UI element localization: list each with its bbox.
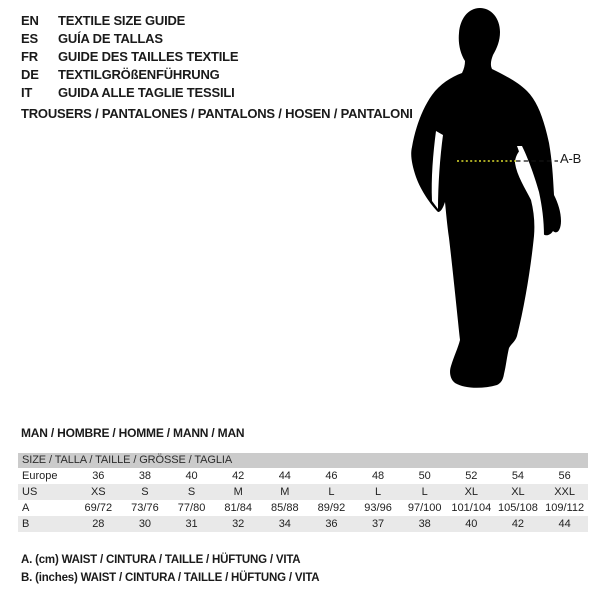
gender-section-title: MAN / HOMBRE / HOMME / MANN / MAN [21, 426, 245, 440]
size-table-grid [18, 468, 588, 532]
size-cell: 38 [418, 518, 431, 530]
waist-measure-label: A-B [560, 151, 582, 166]
size-row-label: A [22, 502, 30, 514]
size-cell: 34 [278, 518, 291, 530]
size-cell: 42 [511, 518, 525, 530]
size-cell: M [280, 486, 290, 498]
size-row-label: B [22, 518, 30, 530]
size-cell: 97/100 [407, 502, 442, 514]
language-list [21, 12, 238, 102]
size-row-label: US [22, 486, 38, 498]
size-cell: L [421, 486, 428, 498]
size-table [18, 453, 588, 532]
size-cell: 36 [92, 470, 105, 482]
language-code: DE [21, 67, 39, 82]
language-code: ES [21, 31, 38, 46]
size-cell: XL [464, 486, 479, 498]
size-cell: 48 [371, 470, 385, 482]
size-table-row [18, 468, 588, 484]
size-cell: 40 [185, 470, 198, 482]
size-cell: 69/72 [84, 502, 113, 514]
language-title: TEXTILGRÖßENFÜHRUNG [58, 67, 220, 82]
size-cell: 85/88 [271, 502, 299, 514]
size-cell: S [141, 486, 149, 498]
language-title: GUIDE DES TAILLES TEXTILE [58, 49, 239, 64]
size-cell: 50 [418, 470, 431, 482]
size-cell: 30 [138, 518, 152, 530]
size-cell: 31 [185, 518, 198, 530]
legend-line-b: B. (inches) WAIST / CINTURA / TAILLE / HÜFTUNG / VITA [21, 572, 320, 584]
language-row [21, 84, 238, 102]
size-cell: 101/104 [451, 502, 492, 514]
size-cell: 38 [138, 470, 152, 482]
size-table-row [18, 484, 588, 500]
size-cell: 109/112 [545, 502, 585, 514]
garment-title: TROUSERS / PANTALONES / PANTALONS / HOSEN / PANTALONI [21, 106, 413, 121]
size-cell: 77/80 [177, 502, 206, 514]
size-cell: 44 [558, 518, 571, 530]
size-cell: XL [511, 486, 525, 498]
language-row [21, 66, 238, 84]
size-cell: 105/108 [498, 502, 538, 514]
size-cell: S [187, 486, 196, 498]
size-cell: L [375, 486, 382, 498]
language-title: GUÍA DE TALLAS [58, 31, 163, 46]
size-cell: XS [90, 486, 106, 498]
size-cell: 37 [371, 518, 385, 530]
man-silhouette-figure [405, 4, 570, 396]
size-cell: L [328, 486, 335, 498]
size-cell: M [233, 486, 243, 498]
language-code: FR [21, 49, 38, 64]
language-row [21, 48, 238, 66]
legend-line-a: A. (cm) WAIST / CINTURA / TAILLE / HÜFTUNG / VITA [21, 554, 301, 566]
measure-legend [21, 551, 319, 587]
language-title: GUIDA ALLE TAGLIE TESSILI [58, 85, 235, 100]
size-cell: 32 [232, 518, 245, 530]
size-cell: 93/96 [364, 502, 392, 514]
size-cell: 40 [465, 518, 478, 530]
language-row [21, 30, 238, 48]
size-cell: 46 [325, 470, 338, 482]
language-code: IT [21, 85, 33, 100]
size-cell: 56 [558, 470, 571, 482]
size-cell: 52 [465, 470, 478, 482]
size-cell: 54 [511, 470, 525, 482]
size-table-row [18, 516, 588, 532]
size-cell: XXL [554, 486, 576, 498]
size-table-row [18, 500, 588, 516]
size-cell: 44 [278, 470, 291, 482]
size-table-header: SIZE / TALLA / TAILLE / GRÖSSE / TAGLIA [18, 453, 588, 468]
language-code: EN [21, 13, 39, 28]
size-cell: 28 [92, 518, 105, 530]
size-cell: 81/84 [224, 502, 252, 514]
language-title: TEXTILE SIZE GUIDE [58, 13, 186, 28]
language-row [21, 12, 238, 30]
size-cell: 36 [325, 518, 338, 530]
size-cell: 73/76 [131, 502, 159, 514]
size-row-label: Europe [22, 470, 58, 482]
size-cell: 42 [232, 470, 245, 482]
size-cell: 89/92 [317, 502, 346, 514]
